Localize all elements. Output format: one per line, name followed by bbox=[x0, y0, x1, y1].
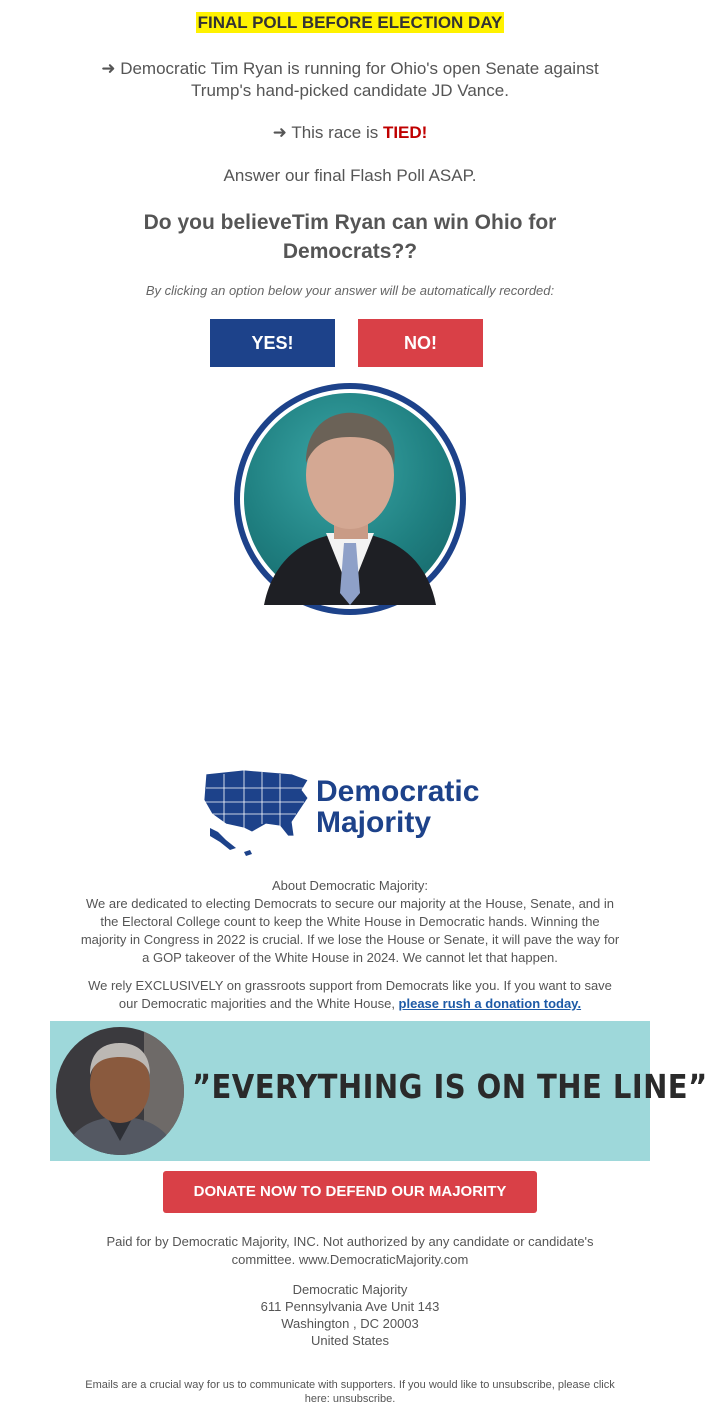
donation-link[interactable]: please rush a donation today. bbox=[398, 996, 582, 1011]
mailing-address bbox=[0, 1281, 700, 1349]
poll-question-line-1: Do you believeTim Ryan can win Ohio for bbox=[143, 211, 557, 234]
about-line: a GOP takeover of the White House in 2024. We cannot let that happen. bbox=[142, 950, 558, 965]
rely-line: We rely EXCLUSIVELY on grassroots support from Democrats like you. If you want to save bbox=[88, 978, 612, 993]
address-name: Democratic Majority bbox=[292, 1282, 408, 1297]
tied-highlight: TIED! bbox=[382, 123, 428, 142]
intro-line-1a: ➜ Democratic Tim Ryan is running for Ohio's open Senate against bbox=[101, 59, 599, 78]
portrait-frame bbox=[240, 389, 460, 609]
logo-wordmark bbox=[316, 776, 479, 838]
logo-line-2: Majority bbox=[316, 806, 432, 839]
rely-line-text: our Democratic majorities and the White House, bbox=[118, 996, 399, 1011]
address-street: 611 Pennsylvania Ave Unit 143 bbox=[260, 1299, 440, 1314]
rely-line-2 bbox=[0, 995, 700, 1013]
poll-question-line-2: Democrats?? bbox=[282, 240, 418, 263]
paid-line: committee. www.DemocraticMajority.com bbox=[231, 1252, 469, 1267]
donate-button[interactable]: DONATE NOW TO DEFEND OUR MAJORITY bbox=[163, 1171, 537, 1213]
obama-banner[interactable] bbox=[50, 1021, 708, 1161]
intro-line-2 bbox=[0, 122, 700, 144]
about-line: We are dedicated to electing Democrats to secure our majority at the House, Senate, and in bbox=[86, 896, 614, 911]
candidate-portrait[interactable] bbox=[234, 383, 466, 615]
about-line: the Electoral College count to keep the White House in Democratic hands. Winning the bbox=[100, 914, 600, 929]
democratic-majority-logo[interactable] bbox=[196, 766, 506, 856]
us-map-icon bbox=[196, 766, 314, 856]
about-section bbox=[0, 877, 700, 967]
rely-section bbox=[0, 977, 700, 1013]
paid-line: Paid for by Democratic Majority, INC. Not authorized by any candidate or candidate's bbox=[106, 1234, 594, 1249]
yes-button[interactable]: YES! bbox=[210, 319, 335, 367]
intro-line-1b: Trump's hand-picked candidate JD Vance. bbox=[191, 81, 509, 100]
paid-for-disclaimer bbox=[0, 1233, 700, 1269]
address-country: United States bbox=[310, 1333, 390, 1348]
banner-text: FINAL POLL BEFORE ELECTION DAY bbox=[197, 13, 503, 32]
footer-line: Emails are a crucial way for us to communicate with supporters. If you would like to unsubscribe, please click bbox=[85, 1379, 615, 1391]
about-line: majority in Congress in 2022 is crucial. If we lose the House or Senate, it will pave the way for bbox=[80, 932, 620, 947]
poll-note: By clicking an option below your answer will be automatically recorded: bbox=[145, 283, 555, 298]
unsubscribe-link[interactable]: here: unsubscribe. bbox=[304, 1393, 396, 1405]
candidate-silhouette bbox=[244, 393, 456, 605]
intro-line-1 bbox=[0, 58, 700, 102]
answer-prompt: Answer our final Flash Poll ASAP. bbox=[223, 166, 477, 185]
tied-prefix: ➜ This race is bbox=[272, 123, 383, 142]
candidate-photo bbox=[244, 393, 456, 605]
obama-photo bbox=[54, 1023, 194, 1163]
about-heading: About Democratic Majority: bbox=[271, 878, 429, 893]
logo-line-1: Democratic bbox=[316, 775, 480, 808]
unsubscribe-footer bbox=[0, 1378, 700, 1406]
banner bbox=[0, 13, 700, 33]
address-city: Washington , DC 20003 bbox=[281, 1316, 419, 1331]
no-button[interactable]: NO! bbox=[358, 319, 483, 367]
obama-quote: ”EVERYTHING IS ON THE LINE” bbox=[192, 1067, 708, 1106]
poll-question bbox=[0, 208, 700, 266]
